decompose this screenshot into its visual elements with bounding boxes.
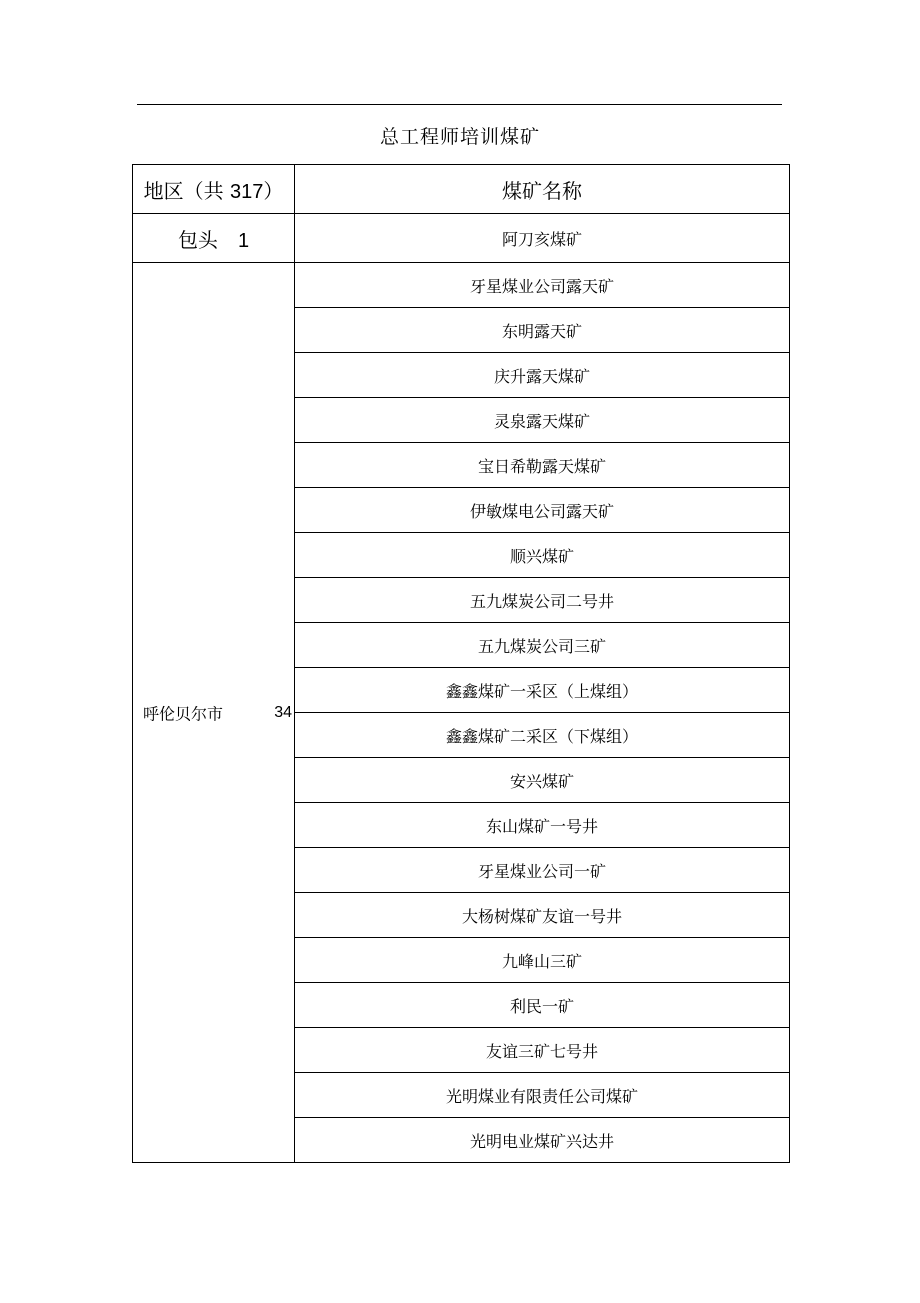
mine-name: 灵泉露天煤矿 [493,411,590,431]
mine-name-cell [295,668,790,713]
mine-name: 顺兴煤矿 [509,546,574,566]
mine-name: 东山煤矿一号井 [485,816,598,836]
region-cell-hulunbuir [133,263,295,1163]
mine-name-cell [295,758,790,803]
mine-name: 安兴煤矿 [509,771,574,791]
mine-name: 东明露天矿 [501,321,582,341]
header-mine-label: 煤矿名称 [502,178,582,203]
mine-name-cell [295,848,790,893]
header-region-label: 地区（共 [143,178,224,203]
header-region-cell [133,165,295,214]
mine-name: 友谊三矿七号井 [485,1041,598,1061]
mine-name: 五九煤炭公司二号井 [469,591,614,611]
region-name: 包头 [177,227,218,252]
table-header-row [133,165,790,214]
mine-name: 大杨树煤矿友谊一号井 [461,906,622,926]
mine-name-cell [295,488,790,533]
mine-name-cell [295,713,790,758]
mine-name-cell [295,1028,790,1073]
table-row-baotou [133,214,790,263]
mine-name-cell [295,623,790,668]
mine-name: 伊敏煤电公司露天矿 [469,501,614,521]
region-cell-baotou [133,214,295,263]
mine-name: 光明煤业有限责任公司煤矿 [445,1086,638,1106]
mine-name-cell [295,983,790,1028]
mine-name: 光明电业煤矿兴达井 [469,1131,614,1151]
table-row [133,263,790,308]
mine-name: 鑫鑫煤矿二采区（下煤组） [445,726,638,746]
mine-name: 庆升露天煤矿 [493,366,590,386]
coal-mine-table [132,164,790,1163]
header-region-close: ） [263,178,284,203]
mine-name: 鑫鑫煤矿一采区（上煤组） [445,681,638,701]
region-count: 1 [237,229,250,252]
mine-name: 阿刀亥煤矿 [501,229,582,249]
mine-name-cell [295,893,790,938]
mine-name-cell [295,803,790,848]
mine-name: 五九煤炭公司三矿 [477,636,606,656]
region-count: 34 [274,703,292,721]
mine-name-cell [295,578,790,623]
header-mine-cell [295,165,790,214]
mine-name-cell [295,938,790,983]
mine-name-cell [295,1118,790,1163]
header-rule [137,104,782,105]
mine-name: 牙星煤业公司露天矿 [469,276,614,296]
mine-name: 九峰山三矿 [501,951,582,971]
mine-name-cell [295,398,790,443]
document-title: 总工程师培训煤矿 [379,126,540,148]
mine-name-cell [295,1073,790,1118]
mine-name: 宝日希勒露天煤矿 [477,456,606,476]
mine-name-cell [295,263,790,308]
mine-name-cell [295,353,790,398]
mine-name: 牙星煤业公司一矿 [477,861,606,881]
mine-name-cell [295,214,790,263]
mine-name: 利民一矿 [509,996,574,1016]
region-name: 呼伦贝尔市 [143,704,224,723]
mine-name-cell [295,533,790,578]
mine-name-cell [295,443,790,488]
header-region-total: 317 [229,180,264,203]
mine-name-cell [295,308,790,353]
